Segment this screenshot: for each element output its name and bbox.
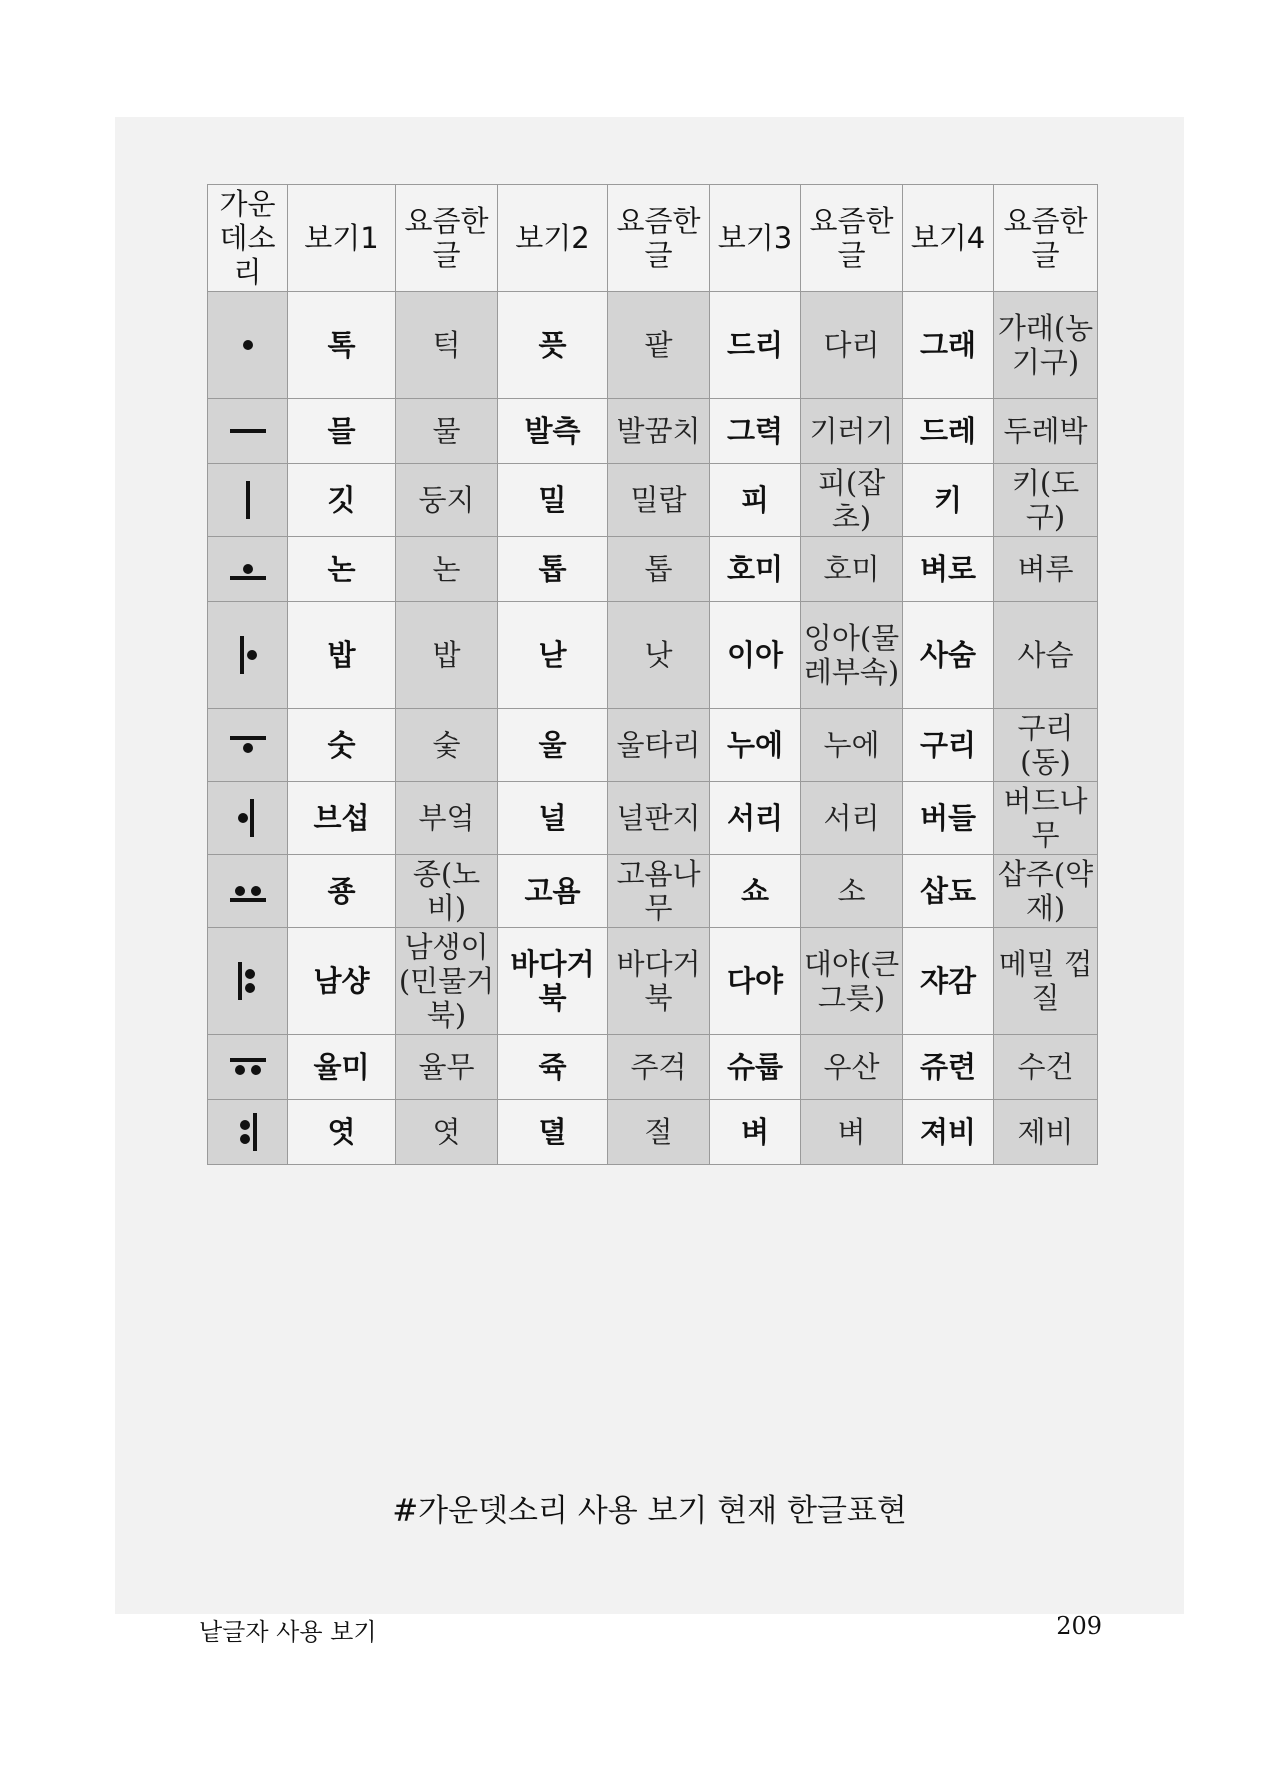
old-hangul-example-cell: 키	[903, 464, 994, 537]
modern-hangul-cell: 피(잡초)	[801, 464, 903, 537]
old-hangul-example-cell: 뎔	[498, 1100, 608, 1165]
old-hangul-example-cell: 드리	[710, 292, 801, 399]
modern-hangul-cell: 호미	[801, 537, 903, 602]
modern-hangul-cell: 논	[396, 537, 498, 602]
old-hangul-example-cell: 구리	[903, 709, 994, 782]
eu-bar-icon	[228, 408, 268, 454]
table-row	[208, 782, 1098, 855]
modern-hangul-cell: 밀랍	[608, 464, 710, 537]
old-hangul-example-cell: 톡	[288, 292, 396, 399]
modern-hangul-cell: 두레박	[994, 399, 1098, 464]
vowel-a-icon	[228, 632, 268, 678]
header-row	[208, 185, 1098, 292]
modern-hangul-cell: 소	[801, 855, 903, 928]
old-hangul-example-cell: 그력	[710, 399, 801, 464]
modern-hangul-cell: 대야(큰 그릇)	[801, 928, 903, 1035]
header-cell: 보기3	[710, 185, 801, 292]
header-cell: 요즘한글	[396, 185, 498, 292]
old-hangul-example-cell: 픗	[498, 292, 608, 399]
vowel-symbol-cell	[208, 602, 288, 709]
table-row	[208, 709, 1098, 782]
old-hangul-example-cell: 서리	[710, 782, 801, 855]
modern-hangul-cell: 부엌	[396, 782, 498, 855]
old-hangul-example-cell: 쟈감	[903, 928, 994, 1035]
modern-hangul-cell: 사슴	[994, 602, 1098, 709]
modern-hangul-cell: 물	[396, 399, 498, 464]
header-cell: 요즘한글	[801, 185, 903, 292]
old-hangul-example-cell: 버들	[903, 782, 994, 855]
old-hangul-example-cell: 널	[498, 782, 608, 855]
vowel-ya-icon	[228, 958, 268, 1004]
old-hangul-example-cell: 벼	[710, 1100, 801, 1165]
old-hangul-example-cell: 누에	[710, 709, 801, 782]
header-cell: 요즘한글	[608, 185, 710, 292]
modern-hangul-cell: 누에	[801, 709, 903, 782]
old-hangul-example-cell: 깃	[288, 464, 396, 537]
old-hangul-example-cell: 삽됴	[903, 855, 994, 928]
modern-hangul-cell: 벼루	[994, 537, 1098, 602]
old-hangul-example-cell: 바다거북	[498, 928, 608, 1035]
modern-hangul-cell: 종(노비)	[396, 855, 498, 928]
old-hangul-example-cell: 믈	[288, 399, 396, 464]
header-cell: 가운데소리	[208, 185, 288, 292]
modern-hangul-cell: 서리	[801, 782, 903, 855]
modern-hangul-cell: 밥	[396, 602, 498, 709]
old-hangul-example-cell: 다야	[710, 928, 801, 1035]
modern-hangul-cell: 키(도구)	[994, 464, 1098, 537]
old-hangul-example-cell: 벼로	[903, 537, 994, 602]
vowel-yo-icon	[228, 868, 268, 914]
table-row	[208, 464, 1098, 537]
modern-hangul-cell: 삽주(약재)	[994, 855, 1098, 928]
old-hangul-example-cell: 고욤	[498, 855, 608, 928]
modern-hangul-cell: 우산	[801, 1035, 903, 1100]
vowel-u-icon	[228, 722, 268, 768]
table-row	[208, 292, 1098, 399]
vowel-symbol-cell	[208, 464, 288, 537]
modern-hangul-cell: 턱	[396, 292, 498, 399]
modern-hangul-cell: 발꿈치	[608, 399, 710, 464]
vowel-symbol-cell	[208, 292, 288, 399]
old-hangul-example-cell: 그래	[903, 292, 994, 399]
old-hangul-example-cell: 쥭	[498, 1035, 608, 1100]
old-hangul-example-cell: 숫	[288, 709, 396, 782]
modern-hangul-cell: 가래(농기구)	[994, 292, 1098, 399]
old-hangul-example-cell: 이아	[710, 602, 801, 709]
vowel-symbol-cell	[208, 1035, 288, 1100]
i-bar-icon	[228, 477, 268, 523]
table-caption: #가운뎃소리 사용 보기 현재 한글표현	[392, 1493, 907, 1529]
old-hangul-example-cell: 엿	[288, 1100, 396, 1165]
table-row	[208, 1100, 1098, 1165]
old-hangul-example-cell: 발측	[498, 399, 608, 464]
table-row	[208, 1035, 1098, 1100]
old-hangul-example-cell: 율미	[288, 1035, 396, 1100]
old-hangul-example-cell: 슈룹	[710, 1035, 801, 1100]
old-hangul-example-cell: 브섭	[288, 782, 396, 855]
header-cell: 보기4	[903, 185, 994, 292]
modern-hangul-cell: 다리	[801, 292, 903, 399]
modern-hangul-cell: 절	[608, 1100, 710, 1165]
old-hangul-example-cell: 쇼	[710, 855, 801, 928]
modern-hangul-cell: 숯	[396, 709, 498, 782]
modern-hangul-cell: 고욤나무	[608, 855, 710, 928]
modern-hangul-cell: 율무	[396, 1035, 498, 1100]
old-hangul-example-cell: 져비	[903, 1100, 994, 1165]
modern-hangul-cell: 널판지	[608, 782, 710, 855]
vowel-symbol-cell	[208, 537, 288, 602]
table-row	[208, 537, 1098, 602]
old-hangul-example-cell: 밀	[498, 464, 608, 537]
header-cell: 보기1	[288, 185, 396, 292]
modern-hangul-cell: 팥	[608, 292, 710, 399]
arae-a-dot-icon	[228, 322, 268, 368]
header-cell: 요즘한글	[994, 185, 1098, 292]
old-hangul-example-cell: 논	[288, 537, 396, 602]
running-footer-title: 낱글자 사용 보기	[199, 1618, 377, 1646]
vowel-symbol-cell	[208, 782, 288, 855]
table-row	[208, 928, 1098, 1035]
old-hangul-example-cell: 톱	[498, 537, 608, 602]
old-hangul-example-cell: 울	[498, 709, 608, 782]
old-hangul-example-cell: 쥬련	[903, 1035, 994, 1100]
vowel-symbol-cell	[208, 399, 288, 464]
modern-hangul-cell: 구리(동)	[994, 709, 1098, 782]
vowel-symbol-cell	[208, 928, 288, 1035]
vowel-symbol-cell	[208, 1100, 288, 1165]
modern-hangul-cell: 기러기	[801, 399, 903, 464]
vowel-symbol-cell	[208, 709, 288, 782]
modern-hangul-cell: 잉아(물레부속)	[801, 602, 903, 709]
modern-hangul-cell: 메밀 껍질	[994, 928, 1098, 1035]
vowel-symbol-cell	[208, 855, 288, 928]
modern-hangul-cell: 제비	[994, 1100, 1098, 1165]
modern-hangul-cell: 수건	[994, 1035, 1098, 1100]
old-hangul-example-cell: 밥	[288, 602, 396, 709]
vowel-o-icon	[228, 546, 268, 592]
modern-hangul-cell: 주걱	[608, 1035, 710, 1100]
vowel-example-table	[207, 184, 1098, 1165]
modern-hangul-cell: 바다거북	[608, 928, 710, 1035]
old-hangul-example-cell: 호미	[710, 537, 801, 602]
table-row	[208, 399, 1098, 464]
vowel-eo-icon	[228, 795, 268, 841]
page-number: 209	[1056, 1612, 1102, 1640]
modern-hangul-cell: 버드나무	[994, 782, 1098, 855]
vowel-yeo-icon	[228, 1109, 268, 1155]
old-hangul-example-cell: 죵	[288, 855, 396, 928]
vowel-yu-icon	[228, 1044, 268, 1090]
table-row	[208, 855, 1098, 928]
old-hangul-example-cell: 낟	[498, 602, 608, 709]
old-hangul-example-cell: 남샹	[288, 928, 396, 1035]
modern-hangul-cell: 남생이(민물거북)	[396, 928, 498, 1035]
modern-hangul-cell: 엿	[396, 1100, 498, 1165]
modern-hangul-cell: 울타리	[608, 709, 710, 782]
old-hangul-example-cell: 사숨	[903, 602, 994, 709]
modern-hangul-cell: 벼	[801, 1100, 903, 1165]
old-hangul-example-cell: 드레	[903, 399, 994, 464]
modern-hangul-cell: 둥지	[396, 464, 498, 537]
table-row	[208, 602, 1098, 709]
header-cell: 보기2	[498, 185, 608, 292]
old-hangul-example-cell: 피	[710, 464, 801, 537]
modern-hangul-cell: 낫	[608, 602, 710, 709]
modern-hangul-cell: 톱	[608, 537, 710, 602]
